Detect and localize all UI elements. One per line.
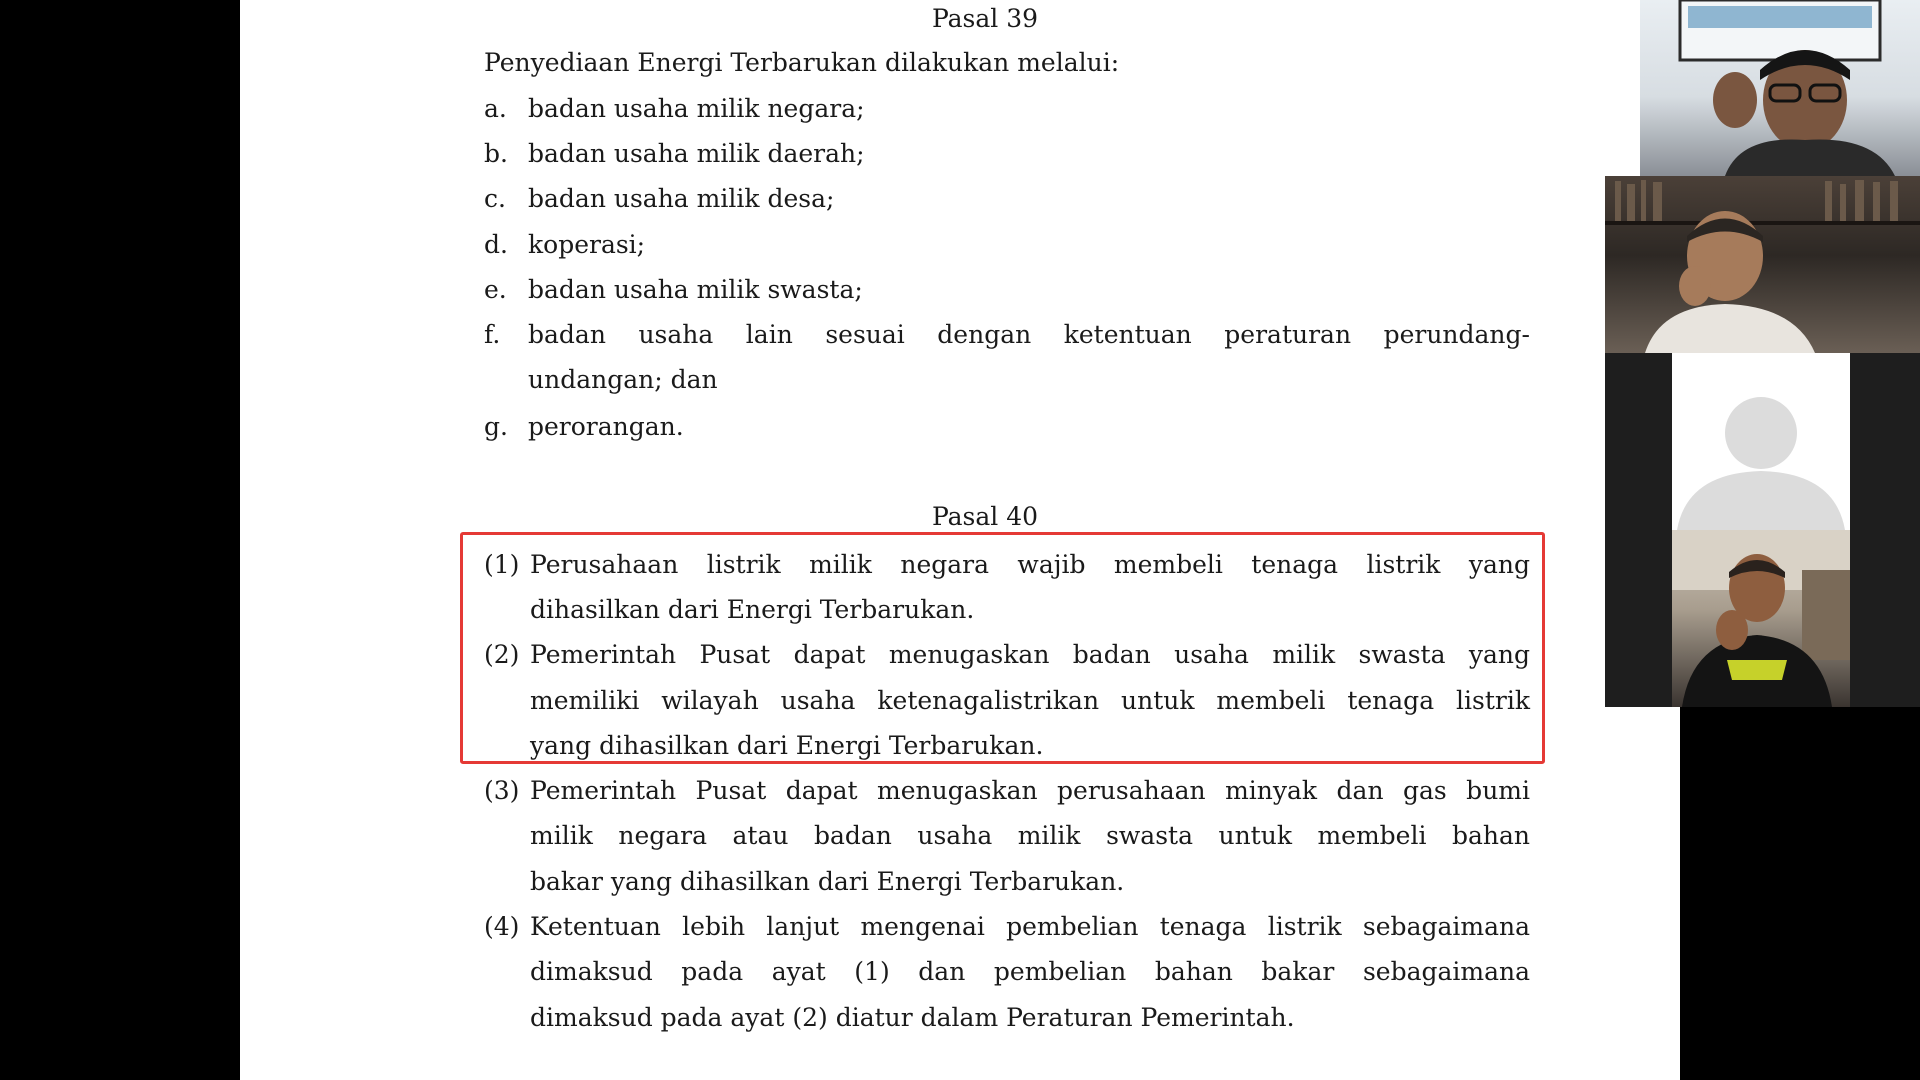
default-avatar-icon — [1672, 353, 1850, 530]
list-marker: a. — [484, 94, 507, 123]
paragraph-line — [530, 957, 1530, 986]
list-item: badan usaha milik swasta; — [528, 275, 863, 304]
text-line: dimaksud pada ayat (1) dan pembelian bahan bakar sebagaimana — [530, 957, 1530, 986]
paragraph-line: dihasilkan dari Energi Terbarukan. — [530, 595, 975, 624]
paragraph-line: bakar yang dihasilkan dari Energi Terbarukan. — [530, 867, 1125, 896]
pasal-39-intro: Penyediaan Energi Terbarukan dilakukan melalui: — [484, 48, 1120, 77]
text-line: milik negara atau badan usaha milik swasta untuk membeli bahan — [530, 821, 1530, 850]
gallery-background — [1850, 353, 1920, 707]
list-marker: b. — [484, 139, 508, 168]
pasal-39-heading: Pasal 39 — [931, 4, 1039, 33]
participant-avatar-tile-3[interactable] — [1672, 353, 1850, 530]
paragraph-marker: (2) — [484, 640, 520, 669]
participant-video-icon — [1605, 176, 1920, 353]
list-item-line: undangan; dan — [528, 365, 718, 394]
paragraph-line — [530, 821, 1530, 850]
list-marker: f. — [484, 320, 501, 349]
list-marker: e. — [484, 275, 507, 304]
paragraph-line — [530, 550, 1530, 579]
text-line: Pemerintah Pusat dapat menugaskan badan usaha milik swasta yang — [530, 640, 1530, 669]
list-item: badan usaha milik daerah; — [528, 139, 865, 168]
list-marker: d. — [484, 230, 508, 259]
paragraph-line: dimaksud pada ayat (2) diatur dalam Peraturan Pemerintah. — [530, 1003, 1295, 1032]
paragraph-line — [530, 776, 1530, 805]
participant-video-icon — [1672, 530, 1850, 707]
paragraph-line — [530, 686, 1530, 715]
participant-video-tile-2[interactable] — [1605, 176, 1920, 353]
list-item: koperasi; — [528, 230, 646, 259]
list-item: badan usaha milik desa; — [528, 184, 835, 213]
paragraph-line — [530, 640, 1530, 669]
text-line: Pemerintah Pusat dapat menugaskan perusahaan minyak dan gas bumi — [530, 776, 1530, 805]
participant-video-tile-4[interactable] — [1672, 530, 1850, 707]
paragraph-marker: (3) — [484, 776, 520, 805]
pasal-40-heading: Pasal 40 — [931, 502, 1039, 531]
participant-video-tile-1[interactable] — [1640, 0, 1920, 176]
list-marker: g. — [484, 412, 508, 441]
paragraph-marker: (1) — [484, 550, 520, 579]
gallery-background — [1605, 353, 1672, 707]
list-item-line: badan usaha lain sesuai dengan ketentuan peraturan perundang- — [528, 320, 1530, 349]
text-line: Ketentuan lebih lanjut mengenai pembelian tenaga listrik sebagaimana — [530, 912, 1530, 941]
shared-document-page — [240, 0, 1680, 1080]
text-line: Perusahaan listrik milik negara wajib membeli tenaga listrik yang — [530, 550, 1530, 579]
paragraph-line: yang dihasilkan dari Energi Terbarukan. — [530, 731, 1044, 760]
list-item — [528, 320, 1530, 349]
paragraph-line — [530, 912, 1530, 941]
list-item: badan usaha milik negara; — [528, 94, 865, 123]
participant-video-icon — [1640, 0, 1920, 176]
paragraph-marker: (4) — [484, 912, 520, 941]
text-line: memiliki wilayah usaha ketenagalistrikan untuk membeli tenaga listrik — [530, 686, 1530, 715]
list-item: perorangan. — [528, 412, 684, 441]
list-marker: c. — [484, 184, 506, 213]
